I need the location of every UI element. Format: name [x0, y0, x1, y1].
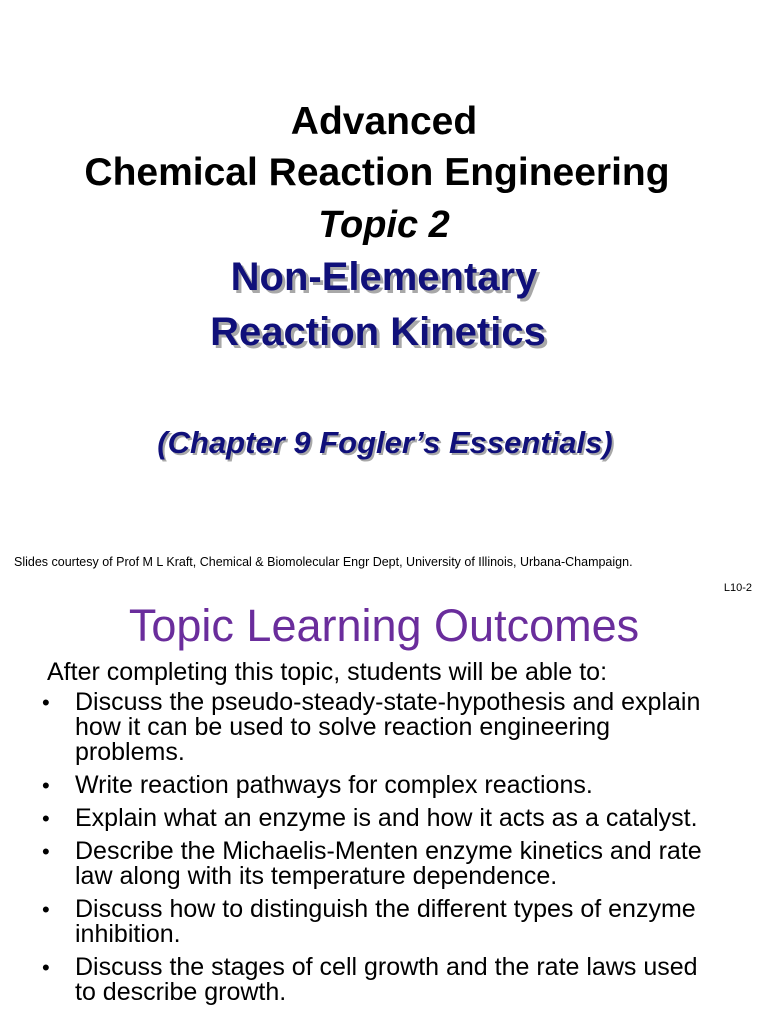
outcomes-intro: After completing this topic, students will be able to:	[47, 658, 608, 686]
bullet-icon: •	[42, 897, 50, 922]
outcome-item	[42, 806, 742, 831]
outcome-item	[42, 897, 742, 947]
outcome-text: Write reaction pathways for complex reactions.	[75, 771, 593, 799]
bullet-icon: •	[42, 955, 50, 980]
bullet-icon: •	[42, 773, 50, 798]
slide-number: L10-2	[723, 582, 752, 594]
course-title: Chemical Reaction Engineering	[84, 151, 670, 194]
bullet-icon: •	[42, 839, 50, 864]
bullet-icon: •	[42, 690, 50, 715]
outcome-item	[42, 773, 742, 798]
bullet-icon: •	[42, 806, 50, 831]
outcome-text: Explain what an enzyme is and how it acts as a catalyst.	[75, 804, 698, 832]
course-level-heading: Advanced	[290, 100, 478, 143]
topic-title-line-2: Reaction Kinetics	[210, 310, 546, 354]
chapter-reference: (Chapter 9 Fogler’s Essentials)	[157, 425, 613, 460]
topic-title-line-1: Non-Elementary	[230, 255, 538, 299]
outcome-text: Discuss the pseudo-steady-state-hypothesis and explain how it can be used to solve reaction engineering problems.	[75, 688, 701, 766]
outcome-text: Discuss how to distinguish the different types of enzyme inhibition.	[75, 895, 696, 948]
outcome-text: Discuss the stages of cell growth and the rate laws used to describe growth.	[75, 953, 698, 1006]
slides-courtesy-note: Slides courtesy of Prof M L Kraft, Chemical & Biomolecular Engr Dept, University of Illinois, Urbana-Champaign.	[14, 555, 633, 569]
outcomes-list	[42, 690, 742, 1013]
topic-number: Topic 2	[318, 204, 450, 246]
outcome-text: Describe the Michaelis-Menten enzyme kinetics and rate law along with its temperature dependence.	[75, 837, 702, 890]
outcomes-title: Topic Learning Outcomes	[128, 600, 640, 651]
outcome-item	[42, 839, 742, 889]
outcome-item	[42, 955, 742, 1005]
outcome-item	[42, 690, 742, 765]
